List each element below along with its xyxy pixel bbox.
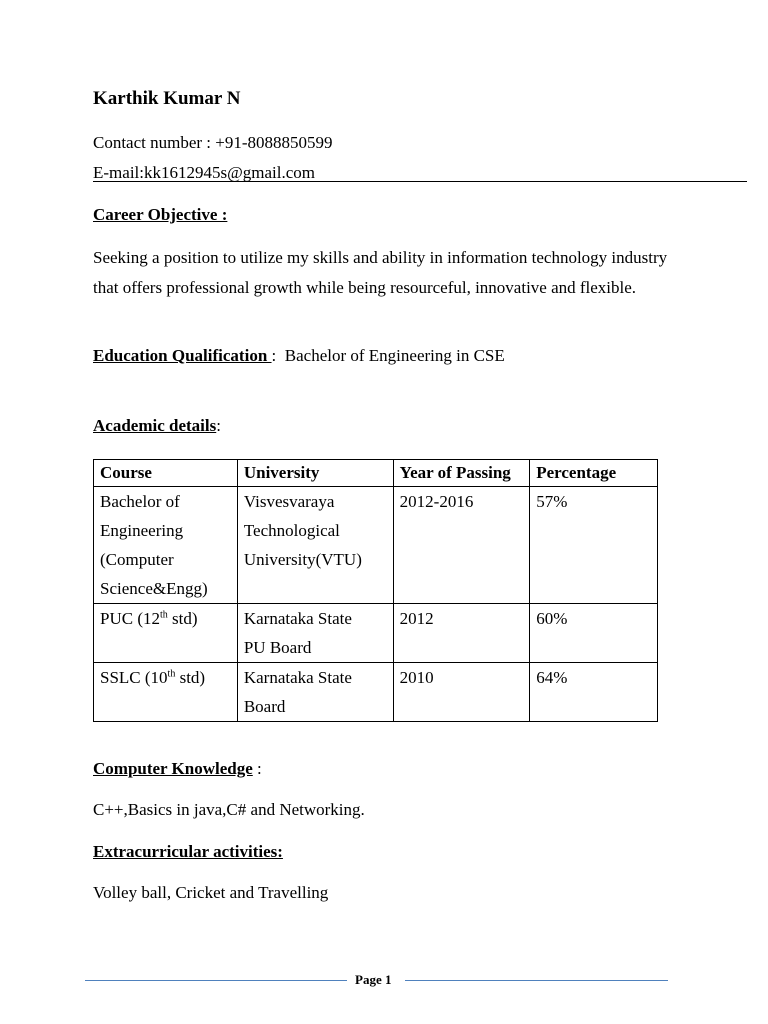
course-superscript: th (159, 609, 168, 621)
computer-knowledge-text: C++,Basics in java,C# and Networking. (93, 800, 365, 819)
education-separator: : (271, 346, 277, 365)
candidate-name: Karthik Kumar N (93, 88, 241, 109)
percentage-cell: 57% (530, 487, 658, 604)
extracurricular-heading: Extracurricular activities: (93, 842, 283, 861)
page-footer (85, 972, 668, 990)
university-cell (237, 663, 393, 722)
course-line: Engineering (100, 521, 184, 540)
year-cell: 2010 (393, 663, 530, 722)
course-cell (94, 604, 238, 663)
university-cell (237, 487, 393, 604)
computer-knowledge-heading: Computer Knowledge (93, 759, 253, 778)
university-line: Technological (243, 521, 340, 540)
course-superscript: th (167, 668, 176, 680)
table-row (94, 487, 658, 604)
percentage-cell: 60% (530, 604, 658, 663)
university-line: PU Board (243, 638, 312, 657)
education-heading: Education Qualification (93, 346, 272, 365)
course-cell (94, 487, 238, 604)
university-line: Board (243, 697, 286, 716)
year-cell: 2012 (393, 604, 530, 663)
university-cell (237, 604, 393, 663)
percentage-cell: 64% (530, 663, 658, 722)
university-line: Visvesvaraya (243, 492, 335, 511)
education-value: Bachelor of Engineering in CSE (284, 346, 505, 365)
course-prefix: SSLC (10 (100, 668, 168, 687)
career-objective-heading: Career Objective : (93, 205, 228, 224)
extracurricular-text: Volley ball, Cricket and Travelling (93, 883, 329, 902)
course-line: Science&Engg) (100, 579, 208, 598)
course-cell (94, 663, 238, 722)
course-suffix: std) (167, 609, 198, 628)
course-prefix: PUC (12 (100, 609, 160, 628)
course-line: Bachelor of (100, 492, 180, 511)
academic-heading: Academic details (93, 416, 217, 435)
column-header-year: Year of Passing (393, 460, 530, 487)
computer-knowledge-separator: : (252, 759, 262, 778)
course-line: (Computer (100, 550, 174, 569)
footer-rule-left (85, 980, 347, 981)
email-address: E-mail:kk1612945s@gmail.com (93, 163, 315, 182)
academic-details-title (93, 416, 221, 436)
page-number: Page 1 (355, 972, 392, 987)
header-divider (93, 181, 747, 182)
academic-separator: : (216, 416, 221, 435)
table-header-row (94, 460, 658, 487)
year-cell: 2012-2016 (393, 487, 530, 604)
career-objective-text: Seeking a position to utilize my skills and ability in information technology industry that offers professional growth while being resourceful, innovative and flexible. (93, 248, 668, 297)
course-suffix: std) (175, 668, 206, 687)
computer-knowledge-title (93, 759, 262, 779)
university-line: University(VTU) (243, 550, 362, 569)
column-header-course: Course (94, 460, 238, 487)
education-qualification (93, 346, 505, 366)
academic-table (93, 459, 658, 722)
column-header-university: University (237, 460, 393, 487)
table-row (94, 663, 658, 722)
university-line: Karnataka State (243, 609, 352, 628)
footer-rule-right (405, 980, 668, 981)
table-row (94, 604, 658, 663)
university-line: Karnataka State (243, 668, 352, 687)
contact-number: Contact number : +91-8088850599 (93, 133, 333, 152)
column-header-percentage: Percentage (530, 460, 658, 487)
